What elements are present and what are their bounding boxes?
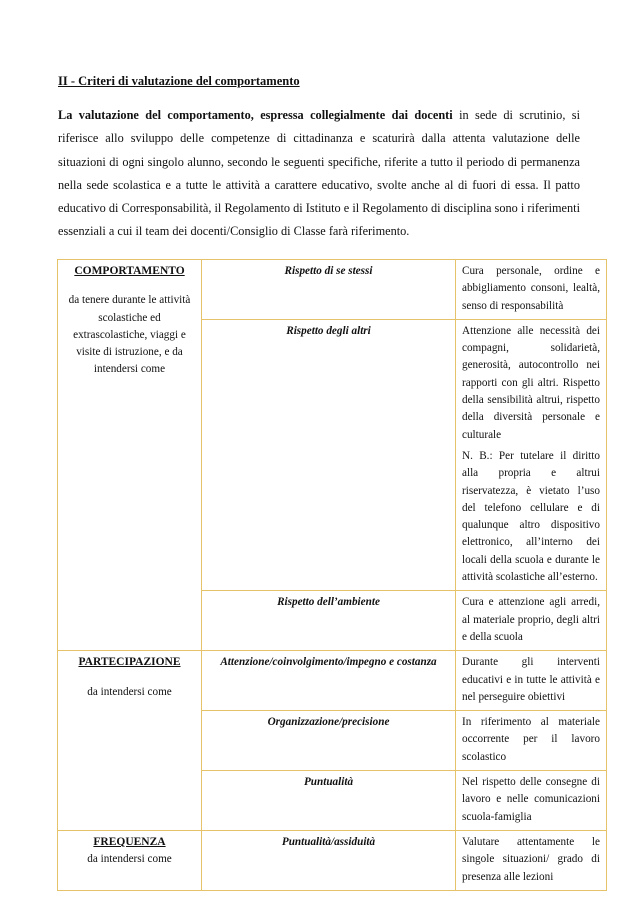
category-subtitle: da intendersi come xyxy=(87,853,172,866)
criteria-table xyxy=(57,259,607,891)
description-text: Attenzione alle necessità dei compagni, solidarietà, generosità, autocontrollo nei rapporti con gli altri. Rispetto della sensibilità altrui, rispetto della diversità personale e culturale xyxy=(462,324,600,441)
table-row xyxy=(58,651,607,711)
category-title: FREQUENZA xyxy=(93,835,166,848)
intro-body-text: in sede di scrutinio, si riferisce allo sviluppo delle competenze di cittadinanza e scaturirà dalla attenta valutazione delle situazioni di ogni singolo alunno, secondo le seguenti specifiche, riferite a tutto il periodo di permanenza nella sede scolastica e a tutte le attività a carattere educativo, svolte anche al di fuori di essa. Il patto educativo di Corresponsabilità, il Regolamento di Istituto e il Regolamento di disciplina sono i riferimenti essenziali a cui il team dei docenti/Consiglio di Classe farà riferimento. xyxy=(58,108,580,239)
criterion-description: Nel rispetto delle consegne di lavoro e nelle comunicazioni scuola-famiglia xyxy=(456,771,607,831)
intro-bold-text: La valutazione del comportamento, espressa collegialmente dai docenti xyxy=(58,108,453,122)
category-subtitle: da intendersi come xyxy=(87,685,172,698)
criterion-description: In riferimento al materiale occorrente per il lavoro scolastico xyxy=(456,711,607,771)
category-comportamento xyxy=(58,260,202,651)
intro-paragraph xyxy=(58,104,580,244)
criterion-name: Rispetto dell’ambiente xyxy=(202,591,456,651)
criterion-name: Organizzazione/precisione xyxy=(202,711,456,771)
category-title: COMPORTAMENTO xyxy=(74,265,185,277)
table-row xyxy=(58,830,607,890)
criterion-name: Attenzione/coinvolgimento/impegno e costanza xyxy=(202,651,456,711)
category-subtitle: da tenere durante le attività scolastiche ed extrascolastiche, viaggi e visite di istruzione, e da intendersi come xyxy=(68,294,191,376)
criterion-name: Rispetto degli altri xyxy=(202,319,456,590)
criterion-description xyxy=(456,319,607,590)
criterion-description: Durante gli interventi educativi e in tutte le attività e nel perseguire obiettivi xyxy=(456,651,607,711)
criterion-description: Cura e attenzione agli arredi, al materiale proprio, degli altri e della scuola xyxy=(456,591,607,651)
criterion-description: Valutare attentamente le singole situazioni/ grado di presenza alle lezioni xyxy=(456,830,607,890)
criterion-description: Cura personale, ordine e abbigliamento consoni, lealtà, senso di responsabilità xyxy=(456,260,607,320)
section-heading: II - Criteri di valutazione del comportamento xyxy=(58,74,300,88)
criterion-name: Rispetto di se stessi xyxy=(202,260,456,320)
criterion-name: Puntualità xyxy=(202,771,456,831)
description-note: N. B.: Per tutelare il diritto alla propria e altrui riservatezza, è vietato l’uso del telefono cellulare e di qualunque altro dispositivo elettronico, all’interno dei locali della scuola e durante le attività scolastiche all’esterno. xyxy=(462,449,600,584)
table-row xyxy=(58,260,607,320)
category-frequenza xyxy=(58,830,202,890)
category-title: PARTECIPAZIONE xyxy=(78,656,181,669)
criterion-name: Puntualità/assiduità xyxy=(202,830,456,890)
category-partecipazione xyxy=(58,651,202,831)
